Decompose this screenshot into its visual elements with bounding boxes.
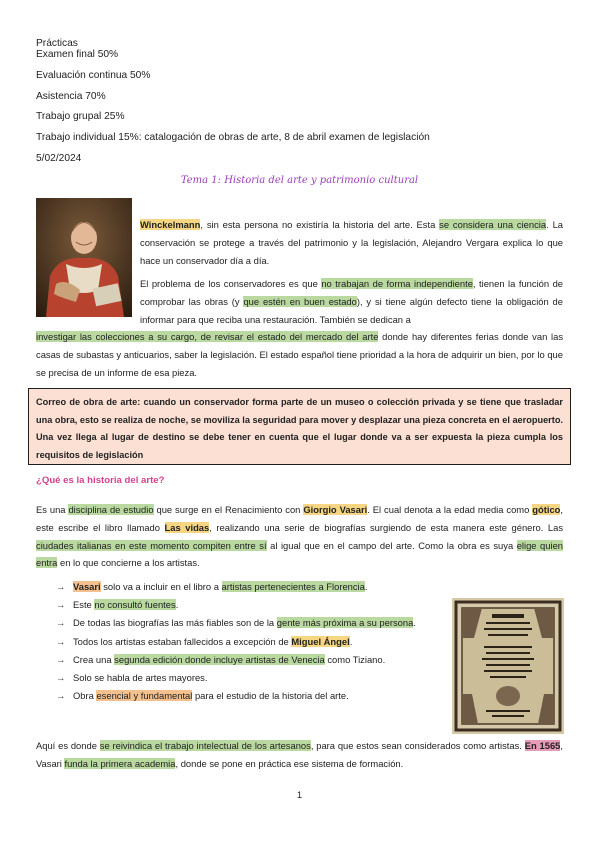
highlight-buen-estado: que estén en buen estado [243,295,357,307]
arrow-right-icon: → [56,653,66,665]
text-span: De todas las biografías las más fiables son de la [73,617,277,629]
callout-correo-obra: Correo de obra de arte: cuando un conservador forma parte de un museo o colección privada y se tiene que trasladar una obra, esto se realiza de noche, se moviliza la seguridad para mover y desplazar una pieza concreta en el aeropuerto. Una vez llega al lugar de destino se debe tener en cuenta que el lugar donde va a ser expuesta la pieza cumpla los requisitos de legislación [28,388,571,465]
text-span: solo va a incluir en el libro a [100,581,222,592]
header-examen-final: Examen final 50% [36,49,119,60]
bullet-list-vasari [56,578,448,705]
text-span: , sin esta persona no existiría la historia del arte. Esta [200,219,440,230]
highlight-giorgio-vasari: Giorgio Vasari [303,504,368,515]
text-span: El problema de los conservadores es que [140,278,322,289]
arrow-right-icon: → [56,599,66,611]
list-item [56,614,448,632]
header-date: 5/02/2024 [36,153,82,164]
list-item [56,596,448,614]
highlight-winckelmann: Winckelmann [140,219,201,230]
text-span: . [364,581,368,592]
highlight-miguel-angel: Miguel Ángel [291,635,350,647]
header-evaluacion-continua: Evaluación continua 50% [36,70,151,81]
arrow-right-icon: → [56,672,66,684]
text-span: , tienen la función de comprobar las obras (y [140,278,563,307]
list-item [56,651,448,669]
text-span: Es una [36,504,69,515]
text-span: , realizando una serie de biografías surgiendo de esta manera este género. Las [209,521,564,533]
text-span: , este escribe el libro llamado [36,504,563,533]
highlight-disciplina: disciplina de estudio [68,504,154,515]
text-span: . [349,635,353,647]
highlight-1565: En 1565 [524,740,561,751]
topic-title: Tema 1: Historia del arte y patrimonio cultural [180,175,419,186]
highlight-florencia: artistas pertenecientes a Florencia [221,581,365,592]
arrow-right-icon: → [56,581,66,592]
highlight-las-vidas: Las vidas [164,521,210,533]
text-span: , donde se pone en práctica ese sistema de formación. [175,757,404,769]
arrow-right-icon: → [56,617,66,629]
text-span: Crea una [73,653,115,665]
paragraph-conservadores-top [140,275,563,328]
highlight-investigar-colecciones: investigar las colecciones a su cargo, de revisar el estado del mercado del arte [36,331,379,342]
highlight-vasari: Vasari [73,581,101,592]
header-trabajo-grupal: Trabajo grupal 25% [36,111,125,122]
paragraph-conservadores-bottom [36,328,563,381]
paragraph-winckelmann [140,216,563,269]
list-item [56,633,448,651]
text-span: en lo que concierne a los artistas. [57,557,200,569]
text-span: para el estudio de la historia del arte. [192,690,349,702]
text-span: que surge en el Renacimiento con [153,504,304,515]
text-span: . El cual denota a la edad media como [367,504,533,515]
highlight-ciudades-italianas: ciudades italianas en este momento compiten entre sí [36,539,267,551]
arrow-right-icon: → [56,635,66,647]
header-trabajo-individual: Trabajo individual 15%: catalogación de obras de arte, 8 de abril examen de legislación [36,132,430,143]
text-span: Solo se habla de artes mayores. [73,672,208,684]
text-span: , para que estos sean considerados como artistas. [310,740,525,751]
text-span: Obra [73,690,97,702]
header-practicas: Prácticas [36,38,78,49]
highlight-esencial: esencial y fundamental [96,690,193,702]
page-number: 1 [296,789,303,800]
highlight-trabajo-intelectual: se reivindica el trabajo intelectual de los artesanos [99,740,311,751]
highlight-no-consulto: no consultó fuentes [94,599,176,611]
arrow-right-icon: → [56,690,66,702]
paragraph-artesanos [36,737,563,773]
text-span: . La conservación se protege a través del patrimonio y la legislación, Alejandro Vergara explica lo que hace un conservador día a día. [140,219,563,266]
list-item [56,669,448,687]
text-span: como Tiziano. [324,653,386,665]
highlight-gotico: gótico [532,504,561,515]
text-span: Aquí es donde [36,740,100,751]
text-span: donde hay diferentes ferias donde van las casas de subastas y anticuarios, saber la legislación. El estado español tiene prioridad a la hora de adquirir un bien, por lo que se precisa de un informe de esa pieza. [36,331,564,378]
text-span: Este [73,599,95,611]
text-span: , Vasari [36,740,563,769]
vasari-book-cover-image [452,598,564,734]
paragraph-vasari [36,501,563,572]
text-span: . [175,599,179,611]
highlight-primera-academia: funda la primera academia [64,757,176,769]
highlight-ciencia: se considera una ciencia [439,219,547,230]
highlight-segunda-edicion: segunda edición donde incluye artistas de Venecia [114,653,325,665]
winckelmann-portrait-image [36,198,132,317]
text-span: . [413,617,416,629]
highlight-gente-proxima: gente más próxima a su persona [276,617,414,629]
section-heading-historia-arte: ¿Qué es la historia del arte? [36,475,165,486]
list-item [56,687,448,705]
highlight-no-independiente: no trabajan de forma independiente [321,278,473,289]
header-asistencia: Asistencia 70% [36,91,106,102]
text-span: al igual que en el campo del arte. Como la obra es suya [266,539,517,551]
list-item [56,578,448,596]
text-span: ), y si tiene algún defecto tiene la obligación de informar para que reciba una restauración. También se dedican a [140,295,563,325]
text-span: Todos los artistas estaban fallecidos a excepción de [73,635,292,647]
highlight-elige-quien-entra: elige quien entra [36,539,563,569]
